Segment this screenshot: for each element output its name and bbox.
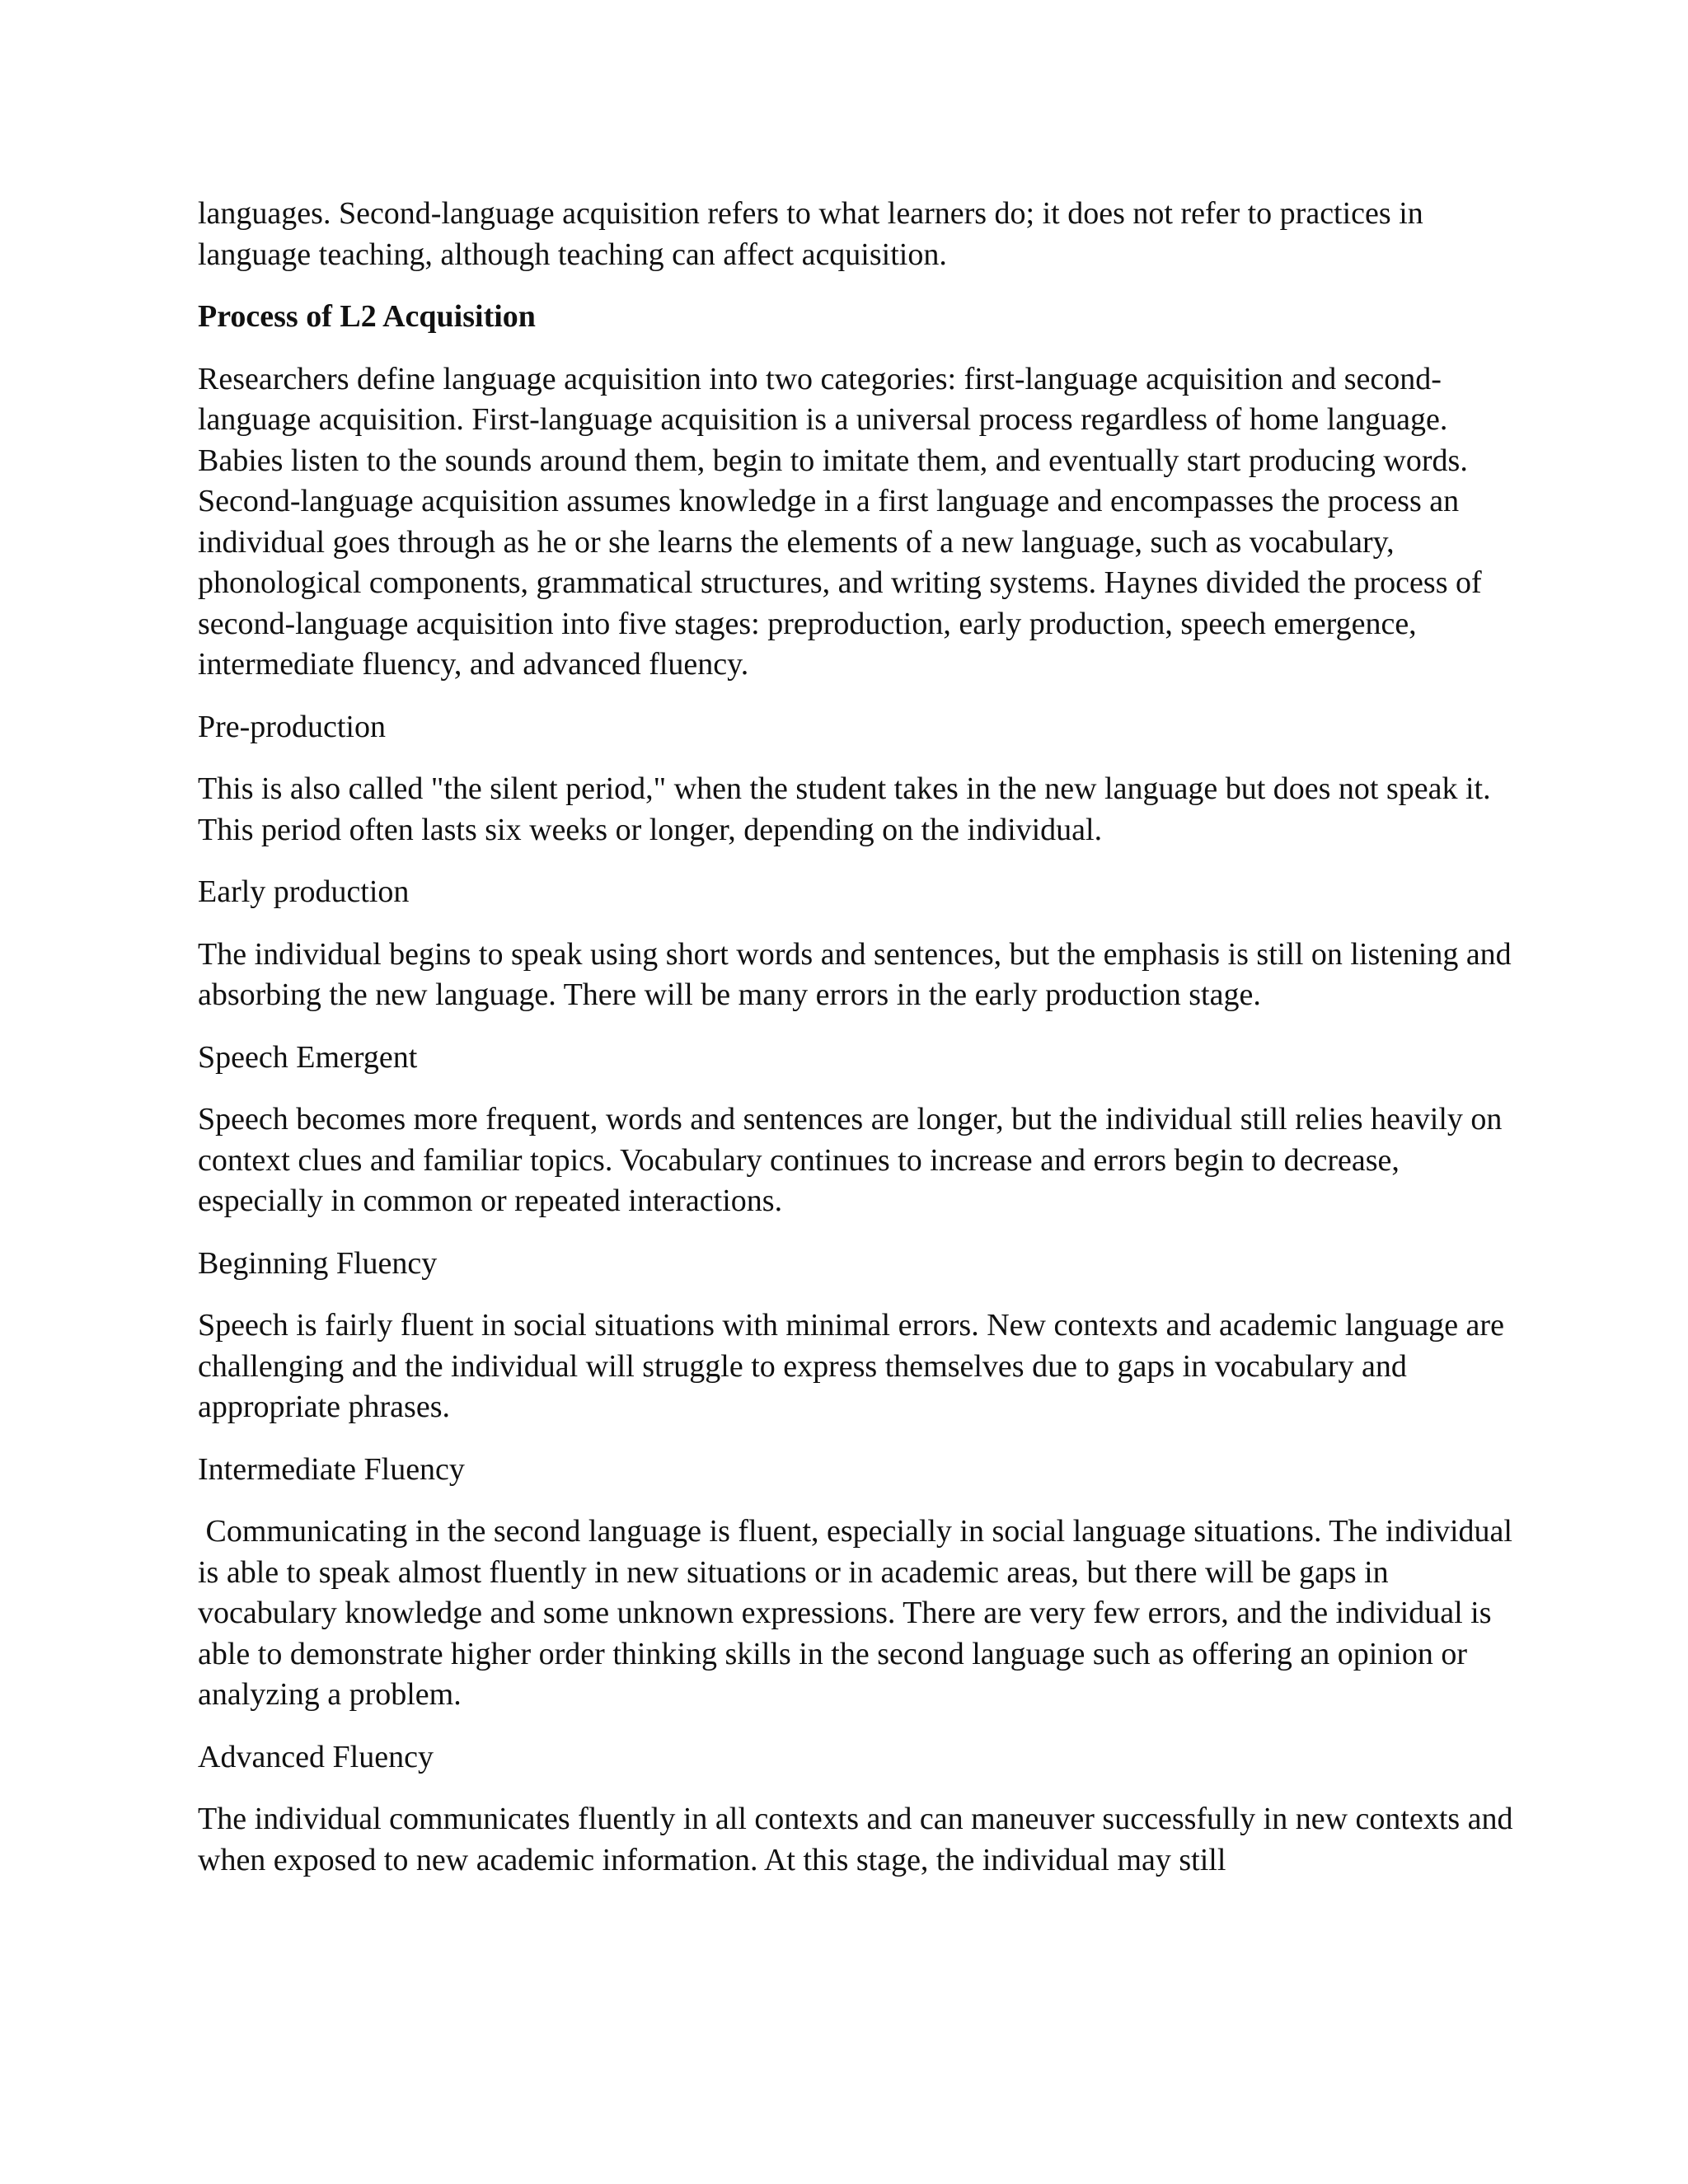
stage-text-early-production: The individual begins to speak using short words and sentences, but the emphasis is still on listening and absorbing the new language. There will be many errors in the early production stage. [198,936,1512,1012]
stage-text-intermediate-fluency: Communicating in the second language is fluent, especially in social language situations. The individual is able to speak almost fluently in new situations or in academic areas, but there will be gaps in vocabulary knowledge and some unknown expressions. There are very few errors, and the individual is able to demonstrate higher order thinking skills in the second language such as offering an opinion or analyzing a problem. [198,1514,1521,1712]
stage-text-beginning-fluency: Speech is fairly fluent in social situations with minimal errors. New contexts and academic language are challenging and the individual will struggle to express themselves due to gaps in vocabulary and appropriate phrases. [198,1308,1504,1424]
intro-paragraph: languages. Second-language acquisition refers to what learners do; it does not refer to practices in language teaching, although teaching can affect acquisition. [198,196,1423,272]
overview-paragraph: Researchers define language acquisition into two categories: first-language acquisition and second-language acquisition. First-language acquisition is a universal process regardless of home language. Babies listen to the sounds around them, begin to imitate them, and eventually start producing words. Second-language acquisition assumes knowledge in a first language and encompasses the process an individual goes through as he or she learns the elements of a new language, such as vocabulary, phonological components, grammatical structures, and writing systems. Haynes divided the process of second-language acquisition into five stages: preproduction, early production, speech emergence, intermediate fluency, and advanced fluency. [198,361,1482,682]
stage-text-pre-production: This is also called "the silent period," when the student takes in the new language but does not speak it. This period often lasts six weeks or longer, depending on the individual. [198,771,1491,847]
stage-title-beginning-fluency: Beginning Fluency [198,1245,438,1281]
stage-title-pre-production: Pre-production [198,709,386,744]
stage-text-speech-emergent: Speech becomes more frequent, words and sentences are longer, but the individual still relies heavily on context clues and familiar topics. Vocabulary continues to increase and errors begin to decrease, especially in common or repeated interactions. [198,1102,1503,1218]
document-page [198,194,1521,1902]
stage-title-advanced-fluency: Advanced Fluency [198,1739,434,1774]
stage-text-advanced-fluency: The individual communicates fluently in all contexts and can maneuver successfully in new contexts and when exposed to new academic information. At this stage, the individual may still [198,1802,1513,1877]
stage-title-intermediate-fluency: Intermediate Fluency [198,1451,465,1487]
stage-title-speech-emergent: Speech Emergent [198,1039,418,1075]
section-heading: Process of L2 Acquisition [198,299,536,334]
stage-title-early-production: Early production [198,874,410,909]
